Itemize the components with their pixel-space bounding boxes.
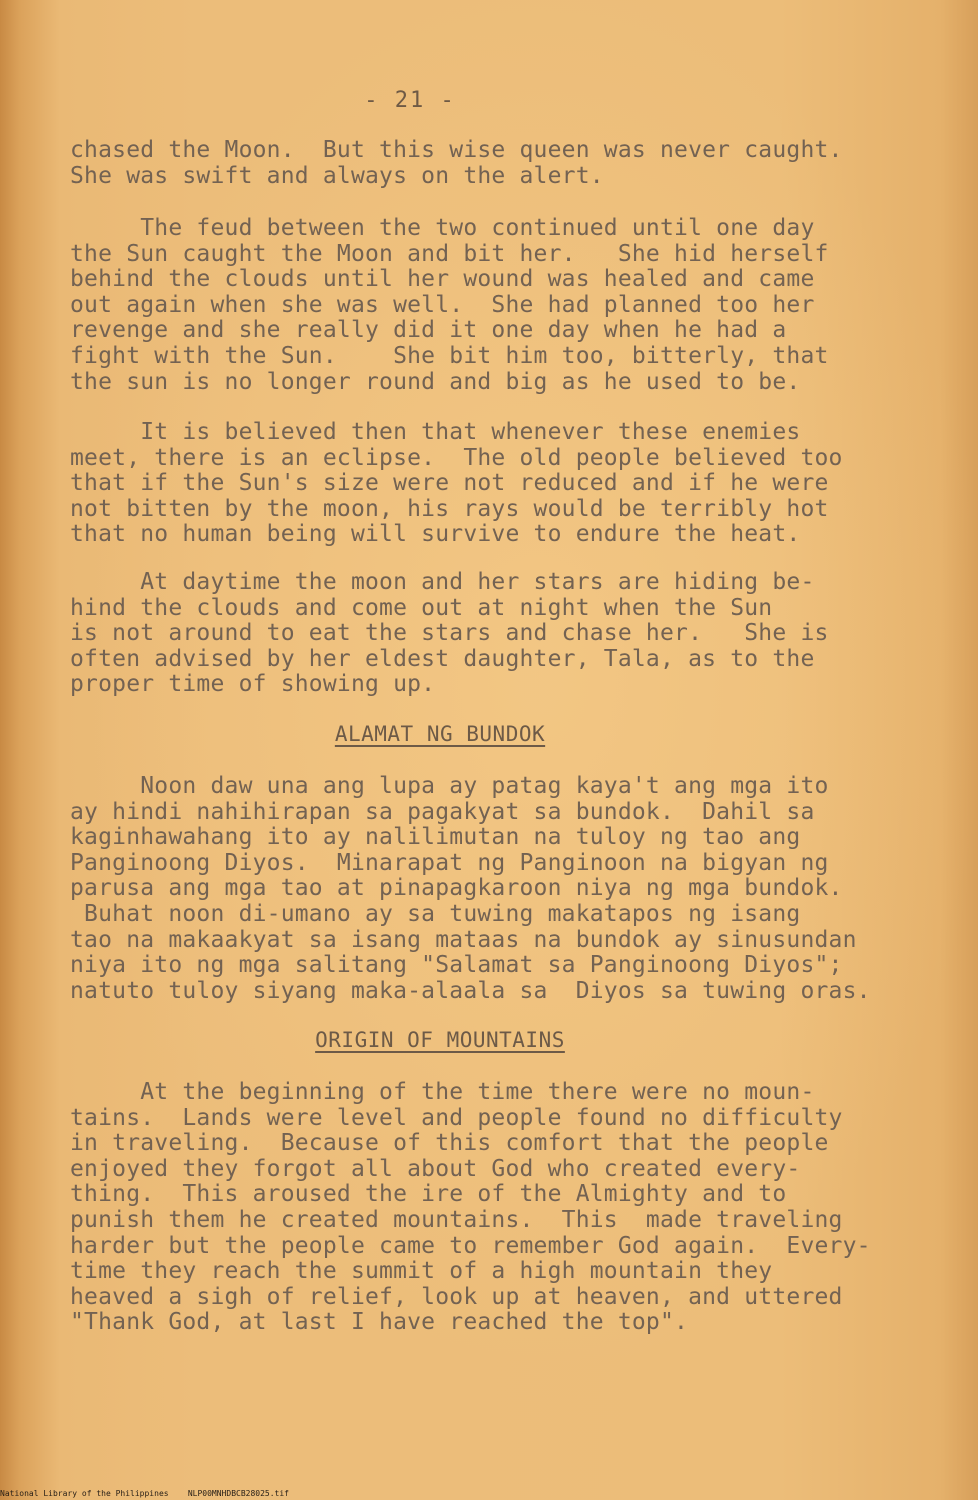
paragraph-origin: At the beginning of the time there were no moun- tains. Lands were level and people found no difficulty in traveling. Because of this comfort that the people enjoyed they forgot all about God who created every- thing. This aroused the ire of the Almighty and to punish them he created mountains. This made traveling harder but the people came to remember God again. Every- time they reach the summit of a high mountain they heaved a sigh of relief, look up at heaven, and uttered "Thank God, at last I have reached the top". (70, 1079, 871, 1336)
paragraph-daytime: At daytime the moon and her stars are hiding be- hind the clouds and come out at night when the Sun is not around to eat the stars and chase her. She is often advised by her eldest daughter, Tala, as to the proper time of showing up. (70, 569, 829, 698)
paragraph-feud: The feud between the two continued until one day the Sun caught the Moon and bit her. She hid herself behind the clouds until her wound was healed and came out again when she was well. She had planned too her revenge and she really did it one day when he had a fight with the Sun. She bit him too, bitterly, that the sun is no longer round and big as he used to be. (70, 215, 829, 395)
paragraph-moon-chase: chased the Moon. But this wise queen was never caught. She was swift and always on the alert. (70, 137, 843, 189)
paragraph-eclipse: It is believed then that whenever these enemies meet, there is an eclipse. The old people believed too that if the Sun's size were not reduced and if he were not bitten by the moon, his rays would be terribly hot that no human being will survive to endure the heat. (70, 419, 843, 548)
page-number: - 21 - (364, 88, 456, 113)
scan-footer-caption: National Library of the Philippines NLP00MNHDBCB28025.tif (0, 1489, 289, 1498)
paragraph-alamat: Noon daw una ang lupa ay patag kaya't ang mga ito ay hindi nahihirapan sa pagakyat sa bundok. Dahil sa kaginhawahang ito ay nalilimutan na tuloy ng tao ang Panginoong Diyos. Minarapat ng Panginoon na bigyan ng parusa ang mga tao at pinapagkaroon niya ng mga bundok. Buhat noon di-umano ay sa tuwing makatapos ng isang tao na makaakyat sa isang mataas na bundok ay sinusundan niya ito ng mga salitang "Salamat sa Panginoong Diyos"; natuto tuloy siyang maka-alaala sa Diyos sa tuwing oras. (70, 773, 871, 1004)
heading-origin-of-mountains: ORIGIN OF MOUNTAINS (315, 1028, 565, 1052)
heading-alamat-ng-bundok: ALAMAT NG BUNDOK (334, 722, 546, 746)
